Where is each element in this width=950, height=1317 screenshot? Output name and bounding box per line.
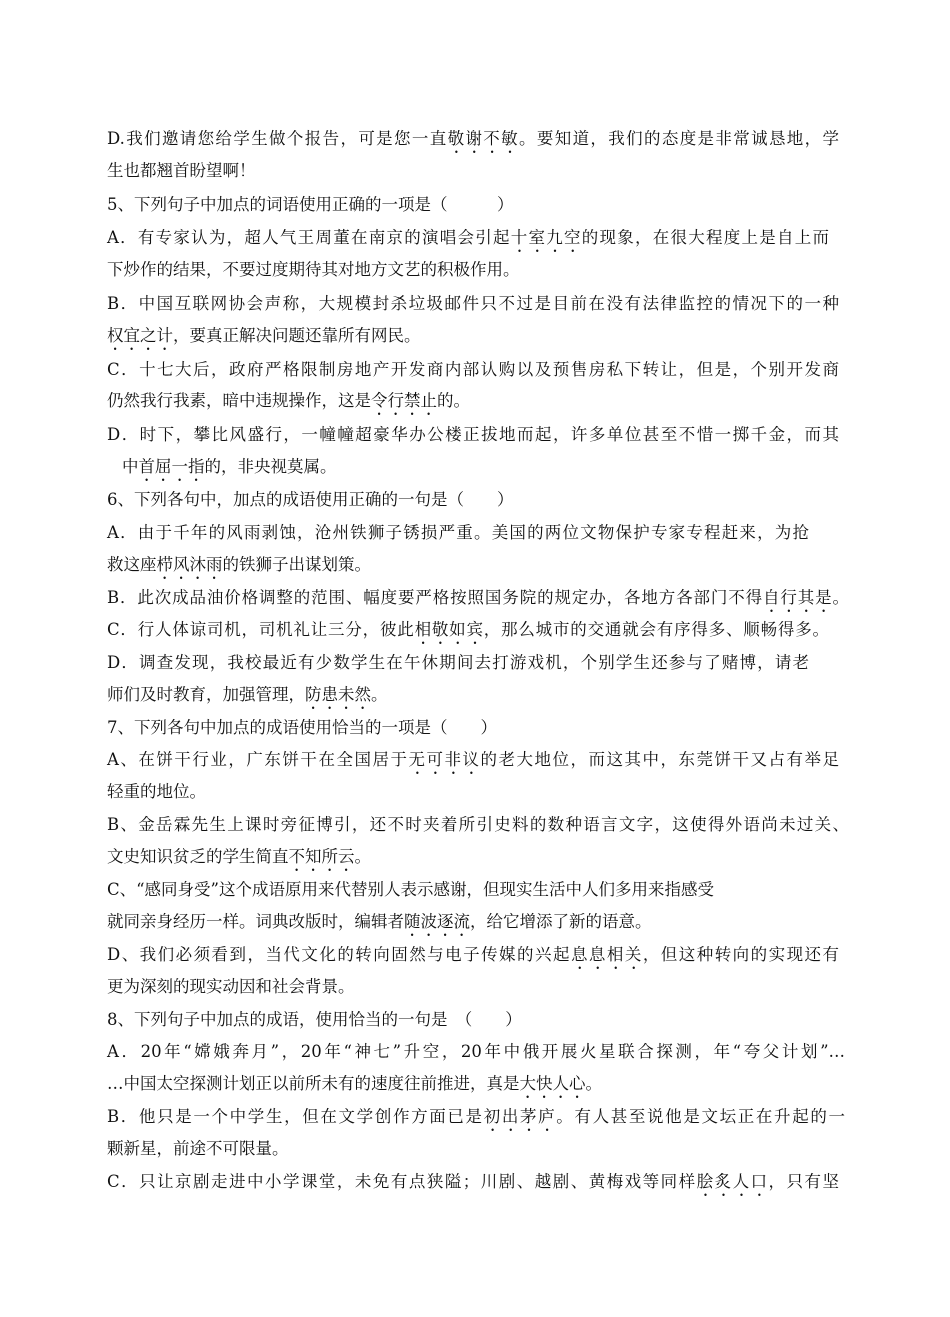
dotted-phrase: 栉风沐雨 [156,555,223,574]
dotted-phrase: 权宜之计 [107,326,173,345]
text-segment: 中 [122,457,139,476]
text-line [107,259,520,281]
text-segment: A．20年“嫦娥奔月”，20年“神七”升空，20年中俄开展火星联合探测，年“夸父计划”… [107,1042,845,1061]
text-segment: 生也都翘首盼望啊！ [107,161,256,180]
text-segment: ，要真正解决问题还靠所有网民。 [173,326,421,345]
text-line [107,587,849,616]
text-line [122,456,337,485]
text-segment: D．时下，攀比风盛行，一幢幢超豪华办公楼正拔地而起，许多单位甚至不惜一掷千金，而其 [107,425,839,444]
text-line [107,781,206,803]
text-line [107,684,388,713]
text-segment: ，只有坚 [768,1172,839,1191]
dotted-phrase: 首屈一指 [138,457,205,476]
dotted-phrase: 初出茅庐 [483,1107,557,1126]
text-segment: 的铁狮子出谋划策。 [222,555,371,574]
text-line [107,879,714,901]
dotted-phrase: 自行其是 [762,588,833,607]
text-segment: D.我们邀请您给学生做个报告，可是您一直 [107,129,448,148]
text-segment: B．此次成品油价格调整的范围、幅度要严格按照国务院的规定办，各地方各部门不得 [107,588,763,607]
text-line [107,424,839,446]
dotted-phrase: 大快人心 [519,1074,586,1093]
text-segment: 8、下列句子中加点的成语，使用恰当的一句是 （ ） [107,1010,522,1029]
text-line [107,160,256,182]
text-line [107,619,829,648]
text-segment: 就同亲身经历一样。词典改版时，编辑者 [107,912,404,931]
text-segment: …中国太空探测计划正以前所未有的速度往前推进，真是 [107,1074,520,1093]
text-segment: D．调查发现，我校最近有少数学生在午休期间去打游戏机，个别学生还参与了赌博，请老 [107,653,809,672]
text-line [107,1106,845,1135]
text-line [107,911,652,940]
text-segment: 轻重的地位。 [107,782,206,801]
text-line [107,554,371,583]
dotted-phrase: 令行禁止 [371,391,437,410]
text-segment: B．中国互联网协会声称，大规模封杀垃圾邮件只不过是目前在没有法律监控的情况下的一种 [107,294,839,313]
text-segment: C．只让京剧走进中小学课堂，未免有点狭隘；川剧、越剧、黄梅戏等同样 [107,1172,697,1191]
dotted-phrase: 无可非议 [408,750,481,769]
text-segment: 。 [585,1074,602,1093]
text-line [107,325,421,354]
dotted-phrase: 敬谢不敏 [447,129,520,148]
dotted-phrase: 随波逐流 [404,912,470,931]
text-segment: 下炒作的结果，不要过度期待其对地方文艺的积极作用。 [107,260,520,279]
dotted-phrase: 相敬如宾 [414,620,484,639]
text-segment: A、在饼干行业，广东饼干在全国居于 [107,750,409,769]
text-line [107,128,839,157]
text-line [107,359,839,381]
text-segment: 文史知识贫乏的学生简直 [107,847,289,866]
text-segment: C．行人体谅司机，司机礼让三分，彼此 [107,620,415,639]
text-segment: 颗新星，前途不可限量。 [107,1139,289,1158]
text-line [107,390,470,419]
text-segment: C．十七大后，政府严格限制房地产开发商内部认购以及预售房私下转让，但是，个别开发商 [107,360,839,379]
text-segment: D、我们必须看到，当代文化的转向固然与电子传媒的兴起 [107,945,571,964]
text-segment: 。要知道，我们的态度是非常诚恳地，学 [519,129,840,148]
text-segment: 。 [371,685,388,704]
text-line [107,194,514,216]
text-segment: 7、下列各句中加点的成语使用恰当的一项是（ ） [107,718,497,737]
text-line [107,1009,522,1031]
text-segment: 救这座 [107,555,157,574]
text-segment: ，给它增添了新的语意。 [470,912,652,931]
text-line [107,293,839,315]
text-segment: 的现象，在很大程度上是自上而 [581,228,830,247]
dotted-phrase: 不知所云 [288,847,355,866]
text-line [107,227,829,256]
dotted-phrase: 息息相关 [570,945,643,964]
text-segment: 。 [354,847,371,866]
text-line [107,1073,602,1102]
dotted-phrase: 十室九空 [510,228,582,247]
text-segment: ，但这种转向的实现还有 [642,945,840,964]
text-line [107,652,809,674]
text-line [107,522,809,544]
text-segment: 的。 [437,391,470,410]
text-line [107,976,355,998]
text-line [107,1041,845,1063]
text-line [107,846,371,875]
text-segment: 的，非央视莫属。 [204,457,337,476]
text-line [107,814,849,836]
text-segment: 。 [832,588,849,607]
text-segment: 5、下列句子中加点的词语使用正确的一项是（ ） [107,195,514,214]
text-segment: 。有人甚至说他是文坛正在升起的一 [556,1107,845,1126]
text-segment: 师们及时教育，加强管理， [107,685,305,704]
text-segment: 的老大地位，而这其中，东莞饼干又占有举足 [480,750,840,769]
text-segment: 更为深刻的现实动因和社会背景。 [107,977,355,996]
text-segment: A．由于千年的风雨剥蚀，沧州铁狮子锈损严重。美国的两位文物保护专家专程赶来，为抢 [107,523,809,542]
text-segment: 仍然我行我素，暗中违规操作，这是 [107,391,371,410]
dotted-phrase: 脍炙人口 [696,1172,769,1191]
dotted-phrase: 防患未然 [305,685,371,704]
text-segment: B．他只是一个中学生，但在文学创作方面已是 [107,1107,484,1126]
text-segment: A．有专家认为，超人气王周董在南京的演唱会引起 [107,228,511,247]
text-segment: B、金岳霖先生上课时旁征博引，还不时夹着所引史料的数种语言文字，这使得外语尚未过关、 [107,815,849,834]
text-segment: ，那么城市的交通就会有序得多、顺畅得多。 [483,620,830,639]
text-line [107,944,839,973]
text-segment: C、“感同身受”这个成语原用来代替别人表示感谢，但现实生活中人们多用来指感受 [107,880,714,899]
text-segment: 6、下列各句中，加点的成语使用正确的一句是（ ） [107,490,514,509]
text-line [107,489,514,511]
text-line [107,1171,839,1200]
text-line [107,749,839,778]
text-line [107,1138,289,1160]
text-line [107,717,497,739]
